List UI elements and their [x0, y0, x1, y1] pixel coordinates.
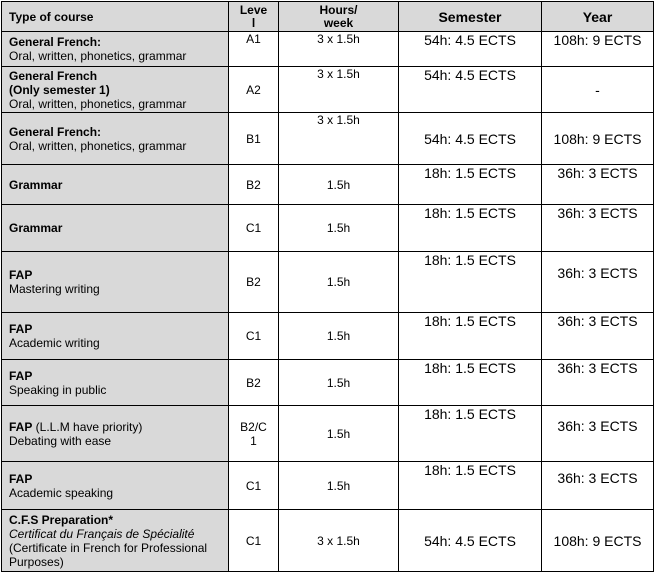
course-title: General French — [9, 68, 98, 83]
level-cell: B2 — [229, 252, 279, 313]
course-detail: Oral, written, phonetics, grammar — [9, 49, 187, 63]
table-row — [2, 462, 654, 510]
level-cell: C1 — [229, 510, 279, 572]
year-cell: 108h: 9 ECTS — [542, 510, 654, 572]
header-level-text: Leve l — [239, 2, 268, 30]
course-title: FAP — [9, 471, 33, 486]
hours-cell: 1.5h — [279, 360, 399, 406]
course-cell — [2, 67, 229, 113]
hours-cell: 1.5h — [279, 406, 399, 462]
course-cell — [2, 462, 229, 510]
table-row — [2, 32, 654, 67]
year-cell: 108h: 9 ECTS — [542, 113, 654, 165]
semester-cell: 18h: 1.5 ECTS — [399, 462, 542, 510]
hours-cell: 1.5h — [279, 205, 399, 252]
hours-cell: 3 x 1.5h — [279, 510, 399, 572]
header-type: Type of course — [2, 2, 229, 32]
header-row — [2, 2, 654, 32]
level-cell: C1 — [229, 462, 279, 510]
hours-cell: 1.5h — [279, 165, 399, 205]
year-cell: 36h: 3 ECTS — [542, 165, 654, 205]
hours-cell: 1.5h — [279, 462, 399, 510]
semester-cell: 18h: 1.5 ECTS — [399, 252, 542, 313]
course-cell — [2, 165, 229, 205]
course-detail: Purposes) — [9, 554, 64, 569]
level-cell: B2 — [229, 165, 279, 205]
course-title-extra: (Only semester 1) — [9, 82, 110, 97]
year-cell: 36h: 3 ECTS — [542, 252, 654, 313]
course-detail: Mastering writing — [9, 282, 100, 296]
header-hours-text: Hours/ week — [319, 2, 358, 30]
level-text: B2/C 1 — [240, 419, 267, 448]
hours-cell: 3 x 1.5h — [279, 113, 399, 165]
level-cell — [229, 406, 279, 462]
semester-cell: 54h: 4.5 ECTS — [399, 510, 542, 572]
table-row — [2, 406, 654, 462]
level-cell: C1 — [229, 313, 279, 360]
course-cell — [2, 313, 229, 360]
course-cell — [2, 113, 229, 165]
semester-cell: 18h: 1.5 ECTS — [399, 406, 542, 462]
semester-cell: 18h: 1.5 ECTS — [399, 205, 542, 252]
year-cell: 36h: 3 ECTS — [542, 360, 654, 406]
course-cell — [2, 510, 229, 572]
course-cell — [2, 406, 229, 462]
course-title-note: (L.L.M have priority) — [32, 419, 143, 434]
hours-cell: 3 x 1.5h — [279, 67, 399, 113]
year-cell: - — [542, 67, 654, 113]
level-cell: A2 — [229, 67, 279, 113]
course-detail: Speaking in public — [9, 382, 107, 397]
year-cell: 36h: 3 ECTS — [542, 313, 654, 360]
table-row — [2, 165, 654, 205]
semester-cell: 54h: 4.5 ECTS — [399, 113, 542, 165]
course-italic-line: Certificat du Français de Spécialité — [9, 526, 195, 541]
year-cell: 108h: 9 ECTS — [542, 32, 654, 67]
course-title: C.F.S Preparation* — [9, 512, 114, 527]
header-year: Year — [542, 2, 654, 32]
course-cell — [2, 32, 229, 67]
course-detail: (Certificate in French for Professional — [9, 540, 208, 555]
semester-cell: 54h: 4.5 ECTS — [399, 32, 542, 67]
table-row — [2, 113, 654, 165]
course-cell — [2, 205, 229, 252]
course-title: Grammar — [9, 177, 63, 192]
semester-cell: 18h: 1.5 ECTS — [399, 313, 542, 360]
table-row — [2, 510, 654, 572]
course-cell — [2, 252, 229, 313]
table-row — [2, 252, 654, 313]
course-cell — [2, 360, 229, 406]
year-cell: 36h: 3 ECTS — [542, 462, 654, 510]
level-cell: B1 — [229, 113, 279, 165]
course-detail: Debating with ease — [9, 433, 112, 448]
table-row — [2, 67, 654, 113]
level-cell: B2 — [229, 360, 279, 406]
course-title: General French: — [9, 35, 102, 49]
hours-cell: 3 x 1.5h — [279, 32, 399, 67]
year-cell: 36h: 3 ECTS — [542, 406, 654, 462]
table-row — [2, 360, 654, 406]
course-title: Grammar — [9, 221, 63, 235]
header-semester: Semester — [399, 2, 542, 32]
course-title: General French: — [9, 124, 102, 139]
course-title: FAP — [9, 419, 33, 434]
course-title: FAP — [9, 322, 33, 336]
hours-cell: 1.5h — [279, 252, 399, 313]
table-row — [2, 205, 654, 252]
year-cell: 36h: 3 ECTS — [542, 205, 654, 252]
semester-cell: 18h: 1.5 ECTS — [399, 165, 542, 205]
course-detail: Oral, written, phonetics, grammar — [9, 138, 187, 153]
table-row — [2, 313, 654, 360]
level-cell: A1 — [229, 32, 279, 67]
course-table — [1, 1, 654, 572]
semester-cell: 18h: 1.5 ECTS — [399, 360, 542, 406]
course-title-line — [9, 420, 228, 434]
course-title: FAP — [9, 368, 33, 383]
course-detail: Academic speaking — [9, 485, 114, 500]
course-detail: Oral, written, phonetics, grammar — [9, 96, 187, 111]
hours-cell: 1.5h — [279, 313, 399, 360]
semester-cell: 54h: 4.5 ECTS — [399, 67, 542, 113]
header-hours — [279, 2, 399, 32]
course-detail: Academic writing — [9, 336, 100, 350]
header-level — [229, 2, 279, 32]
level-cell: C1 — [229, 205, 279, 252]
course-title: FAP — [9, 268, 33, 282]
